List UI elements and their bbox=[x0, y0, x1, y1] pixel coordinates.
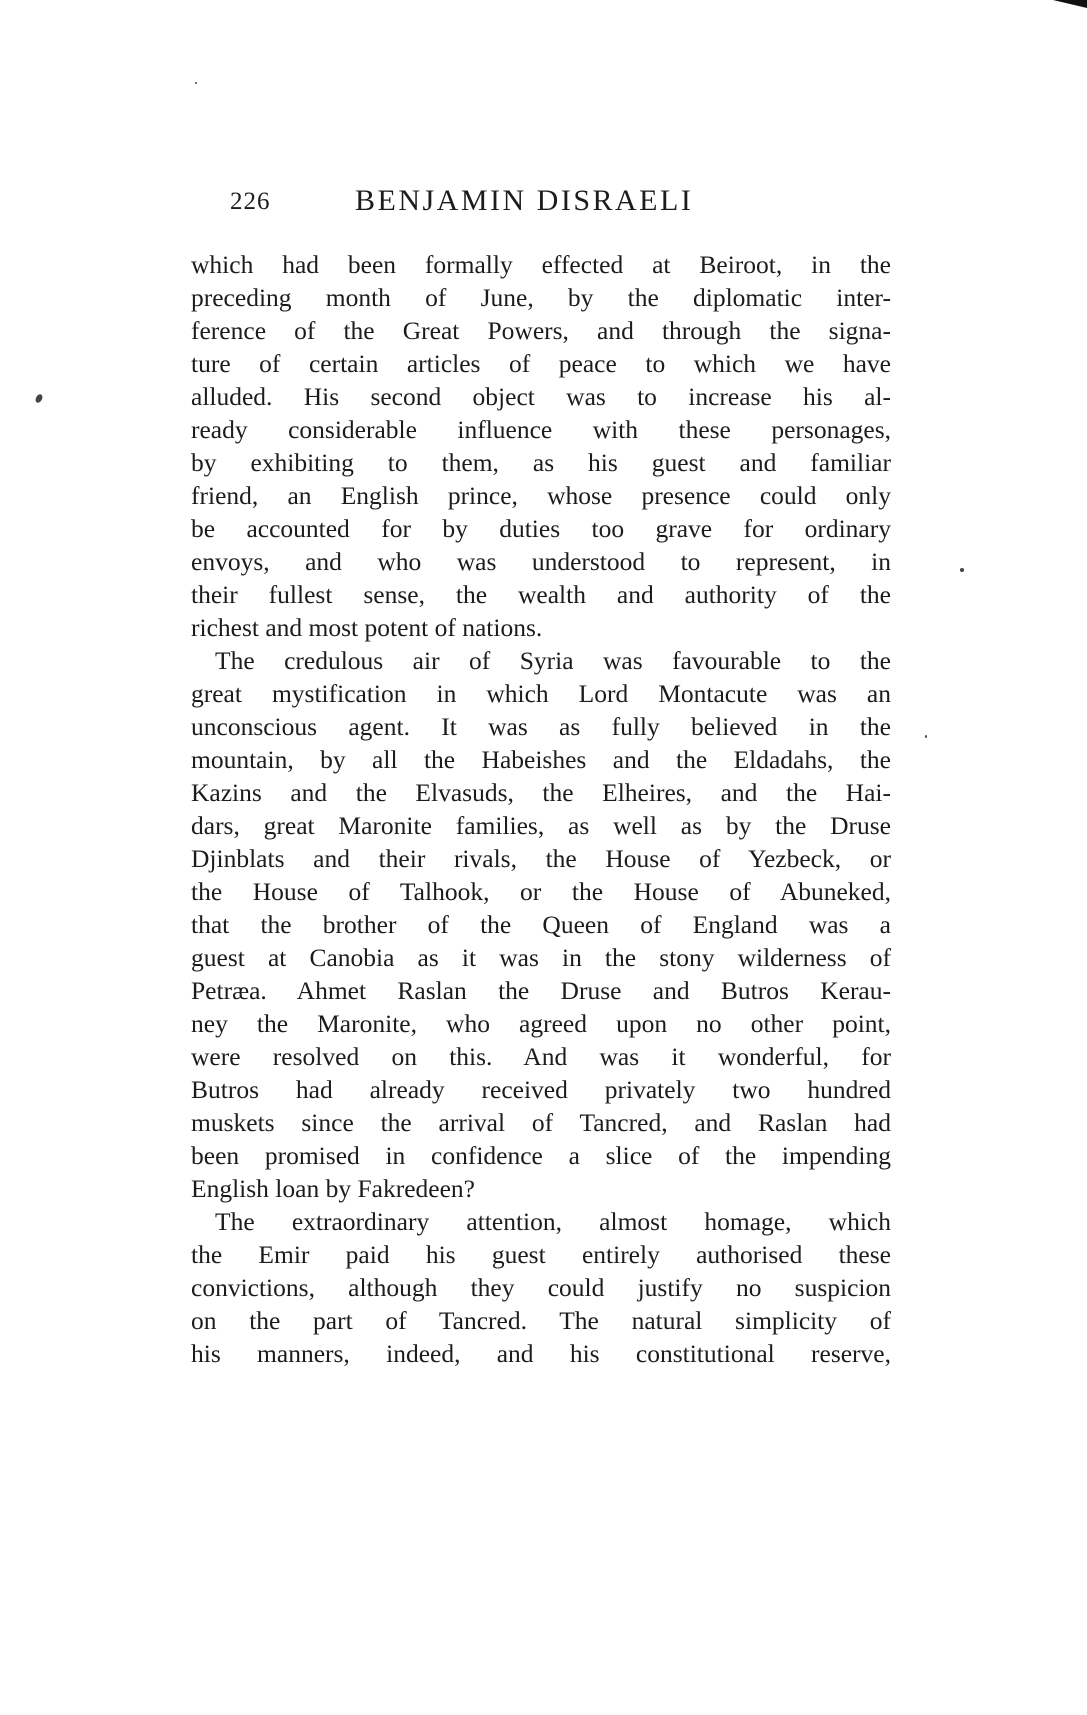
text-line: which had been formally effected at Beiroot, in the bbox=[191, 250, 891, 279]
text-line: mountain, by all the Habeishes and the Eldadahs, the bbox=[191, 745, 891, 774]
text-line: Petræa. Ahmet Raslan the Druse and Butros Kerau- bbox=[191, 976, 891, 1005]
text-line: preceding month of June, by the diplomatic inter- bbox=[191, 283, 891, 312]
page-header bbox=[230, 184, 900, 224]
text-line: the Emir paid his guest entirely authorised these bbox=[191, 1240, 891, 1269]
text-line: their fullest sense, the wealth and authority of the bbox=[191, 580, 891, 609]
text-line: unconscious agent. It was as fully believed in the bbox=[191, 712, 891, 741]
text-line: that the brother of the Queen of England was a bbox=[191, 910, 891, 939]
scan-corner-mark bbox=[1053, 0, 1087, 8]
scan-speck bbox=[960, 568, 964, 572]
text-line: Butros had already received privately two hundred bbox=[191, 1075, 891, 1104]
text-line: ready considerable influence with these personages, bbox=[191, 415, 891, 444]
text-line: his manners, indeed, and his constitutional reserve, bbox=[191, 1339, 891, 1368]
text-line: ney the Maronite, who agreed upon no other point, bbox=[191, 1009, 891, 1038]
paragraph bbox=[191, 1205, 891, 1370]
paragraph bbox=[191, 248, 891, 644]
text-line: on the part of Tancred. The natural simplicity of bbox=[191, 1306, 891, 1335]
text-line: The extraordinary attention, almost homage, which bbox=[215, 1207, 891, 1236]
text-line: alluded. His second object was to increase his al- bbox=[191, 382, 891, 411]
text-line: great mystification in which Lord Montacute was an bbox=[191, 679, 891, 708]
scan-speck bbox=[195, 82, 197, 84]
body-text bbox=[191, 248, 891, 1370]
text-line: richest and most potent of nations. bbox=[191, 613, 543, 642]
text-line: Kazins and the Elvasuds, the Elheires, and the Hai- bbox=[191, 778, 891, 807]
text-line: ference of the Great Powers, and through the signa- bbox=[191, 316, 891, 345]
text-line: guest at Canobia as it was in the stony wilderness of bbox=[191, 943, 891, 972]
text-line: be accounted for by duties too grave for ordinary bbox=[191, 514, 891, 543]
page-number: 226 bbox=[230, 188, 271, 215]
running-title: BENJAMIN DISRAELI bbox=[355, 184, 694, 217]
scan-speck bbox=[34, 393, 44, 404]
text-line: The credulous air of Syria was favourable to the bbox=[215, 646, 891, 675]
text-line: friend, an English prince, whose presence could only bbox=[191, 481, 891, 510]
paragraph bbox=[191, 644, 891, 1205]
text-line: the House of Talhook, or the House of Abuneked, bbox=[191, 877, 891, 906]
text-line: been promised in confidence a slice of the impending bbox=[191, 1141, 891, 1170]
text-line: English loan by Fakredeen? bbox=[191, 1174, 475, 1203]
text-line: convictions, although they could justify no suspicion bbox=[191, 1273, 891, 1302]
text-line: by exhibiting to them, as his guest and familiar bbox=[191, 448, 891, 477]
text-line: Djinblats and their rivals, the House of Yezbeck, or bbox=[191, 844, 891, 873]
text-line: were resolved on this. And was it wonderful, for bbox=[191, 1042, 891, 1071]
text-line: envoys, and who was understood to represent, in bbox=[191, 547, 891, 576]
scan-speck bbox=[925, 735, 927, 738]
text-line: dars, great Maronite families, as well as by the Druse bbox=[191, 811, 891, 840]
text-line: ture of certain articles of peace to which we have bbox=[191, 349, 891, 378]
text-line: muskets since the arrival of Tancred, and Raslan had bbox=[191, 1108, 891, 1137]
